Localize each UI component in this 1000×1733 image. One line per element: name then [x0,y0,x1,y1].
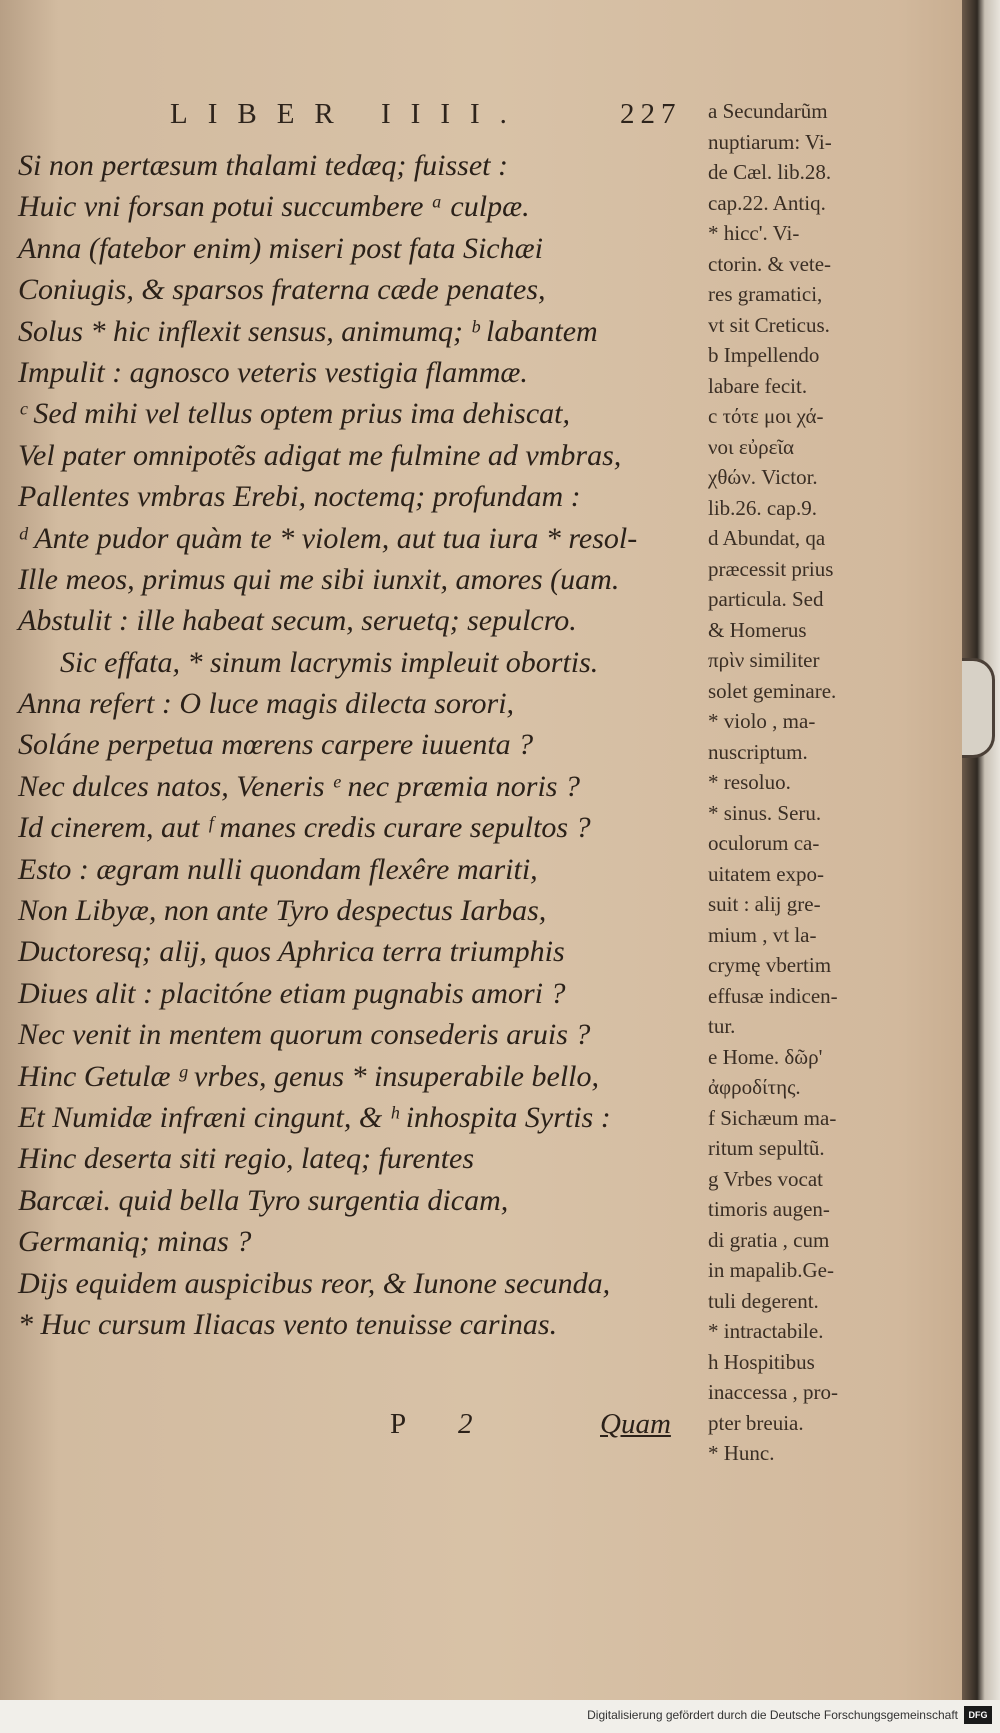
marginal-note-line: χθών. Victor. [708,465,818,489]
signature-number: 2 [458,1408,473,1440]
marginal-note-line: * resoluo. [708,770,791,794]
marginal-note-line: * sinus. Seru. [708,800,822,825]
verse-line: Soláne perpetua mœrens carpere iuuenta ? [18,728,534,762]
verse-line: Abstulit : ille habeat secum, seruetq; sepulcro. [18,604,577,638]
marginal-note-line: * intractabile. [708,1319,824,1343]
marginal-note-line: particula. Sed [708,587,824,611]
marginal-note-line: * hicc'. Vi- [708,221,800,245]
marginal-note-line: tuli degerent. [708,1288,819,1313]
marginal-notes-column [708,96,900,1469]
marginal-note-line: præcessit prius [708,556,834,581]
verse-line: Vel pater omnipotẽs adigat me fulmine ad vmbras, [18,438,622,472]
marginal-note-line: di gratia , cum [708,1227,830,1252]
marginal-note-line: uitatem expo- [708,861,825,886]
marginal-note-line: lib.26. cap.9. [708,495,818,520]
marginal-note-line: solet geminare. [708,678,837,703]
marginal-note-line: mium , vt la- [708,922,817,947]
verse-line: Barcæi. quid bella Tyro surgentia dicam, [18,1183,509,1217]
marginal-note-line: crymę vbertim [708,953,832,977]
marginal-note-line: * Hunc. [708,1441,775,1465]
marginal-note-line: d Abundat, qa [708,526,826,550]
verse-line: Impulit : agnosco veteris vestigia flammæ. [18,355,528,389]
verse-line: Ille meos, primus qui me sibi iunxit, amores (uam. [18,562,620,596]
marginal-note-line: a Secundarũm [708,99,828,123]
marginal-note-line: suit : alij gre- [708,892,821,916]
verse-line: Ductoresq; alij, quos Aphrica terra triumphis [18,935,565,969]
dfg-logo: DFG [964,1706,992,1724]
verse-line: Esto : ægram nulli quondam flexêre mariti, [18,852,538,886]
verse-line: Non Libyæ, non ante Tyro despectus Iarbas, [18,894,547,928]
marginal-note-line: de Cæl. lib.28. [708,160,832,184]
verse-line: Et Numidæ infræni cingunt, & ʰ inhospita Syrtis : [18,1100,611,1134]
marginal-note-line: labare fecit. [708,373,808,398]
marginal-note-line: nuscriptum. [708,739,808,764]
verse-line: Nec dulces natos, Veneris ᵉ nec præmia noris ? [18,769,580,803]
verse-line: Solus * hic inflexit sensus, animumq; ᵇ labantem [18,314,598,348]
marginal-note-line: ritum sepultũ. [708,1136,825,1160]
footer-credit: Digitalisierung gefördert durch die Deutsche Forschungsgemeinschaft [587,1708,958,1722]
marginal-note-line: b Impellendo [708,343,820,367]
marginal-note-line: ἀφροδίτης. [708,1075,801,1099]
verse-line: Pallentes vmbras Erebi, noctemq; profundam : [18,480,581,514]
marginal-note-line: νοι εὐρεῖα [708,434,795,459]
marginal-note-line: effusæ indicen- [708,983,838,1008]
verse-line: Huic vni forsan potui succumbere ᵃ culpæ. [18,190,530,224]
book-edge [962,0,1000,1733]
verse-line: Sic effata, * sinum lacrymis impleuit obortis. [60,645,599,679]
verse-line: * Huc cursum Iliacas vento tenuisse carinas. [18,1307,558,1341]
marginal-note-line: h Hospitibus [708,1349,815,1374]
footer-bar [0,1700,1000,1733]
marginal-note-line: res gramatici, [708,282,823,306]
verse-line: Dijs equidem auspicibus reor, & Iunone secunda, [18,1266,611,1300]
marginal-note-line: pter breuia. [708,1410,804,1435]
marginal-note-line: in mapalib.Ge- [708,1258,834,1282]
verse-line: Germaniq; minas ? [18,1225,252,1259]
marginal-note-line: * violo , ma- [708,709,816,733]
verse-line: Anna refert : O luce magis dilecta sorori, [18,687,515,721]
marginal-note-line: timoris augen- [708,1197,830,1221]
marginal-note-line: ctorin. & vete- [708,251,832,276]
marginal-note-line: e Home. δῶρ' [708,1044,823,1069]
marginal-note-line: πρὶν similiter [708,648,820,672]
marginal-note-line: vt sit Creticus. [708,312,830,337]
marginal-note-line: f Sichæum ma- [708,1105,837,1130]
verse-column [18,145,708,1345]
page-number: 227 [620,98,682,130]
running-title: LIBER IIII. [170,98,527,130]
verse-line: Hinc deserta siti regio, lateq; furentes [18,1142,475,1176]
marginal-note-line: nuptiarum: Vi- [708,129,832,154]
catchword: Quam [600,1408,671,1440]
marginal-note-line: g Vrbes vocat [708,1166,823,1191]
verse-line: Id cinerem, aut ᶠ manes credis curare sepultos ? [18,811,591,845]
verse-line: ᵈ Ante pudor quàm te * violem, aut tua iura * resol- [18,521,638,555]
marginal-note-line: inaccessa , pro- [708,1380,839,1404]
verse-line: Anna (fatebor enim) miseri post fata Sichæi [18,231,543,265]
verse-line: Nec venit in mentem quorum consederis aruis ? [18,1018,591,1052]
marginal-note-line: & Homerus [708,617,807,642]
verse-line: Si non pertæsum thalami tedæq; fuisset : [18,149,508,182]
marginal-note-line: c τότε μοι χά- [708,404,824,428]
running-header [170,98,710,138]
verse-line: Hinc Getulæ ᵍ vrbes, genus * insuperabile bello, [18,1059,599,1093]
verse-line: Coniugis, & sparsos fraterna cæde penates, [18,273,546,307]
verse-line: Diues alit : placitóne etiam pugnabis amori ? [18,976,566,1010]
page-clip [962,658,995,758]
marginal-note-line: oculorum ca- [708,831,820,855]
verse-line: ᶜ Sed mihi vel tellus optem prius ima dehiscat, [18,397,570,431]
marginal-note-line: tur. [708,1014,736,1038]
marginal-note-line: cap.22. Antiq. [708,190,826,215]
signature-mark: P [390,1408,411,1440]
